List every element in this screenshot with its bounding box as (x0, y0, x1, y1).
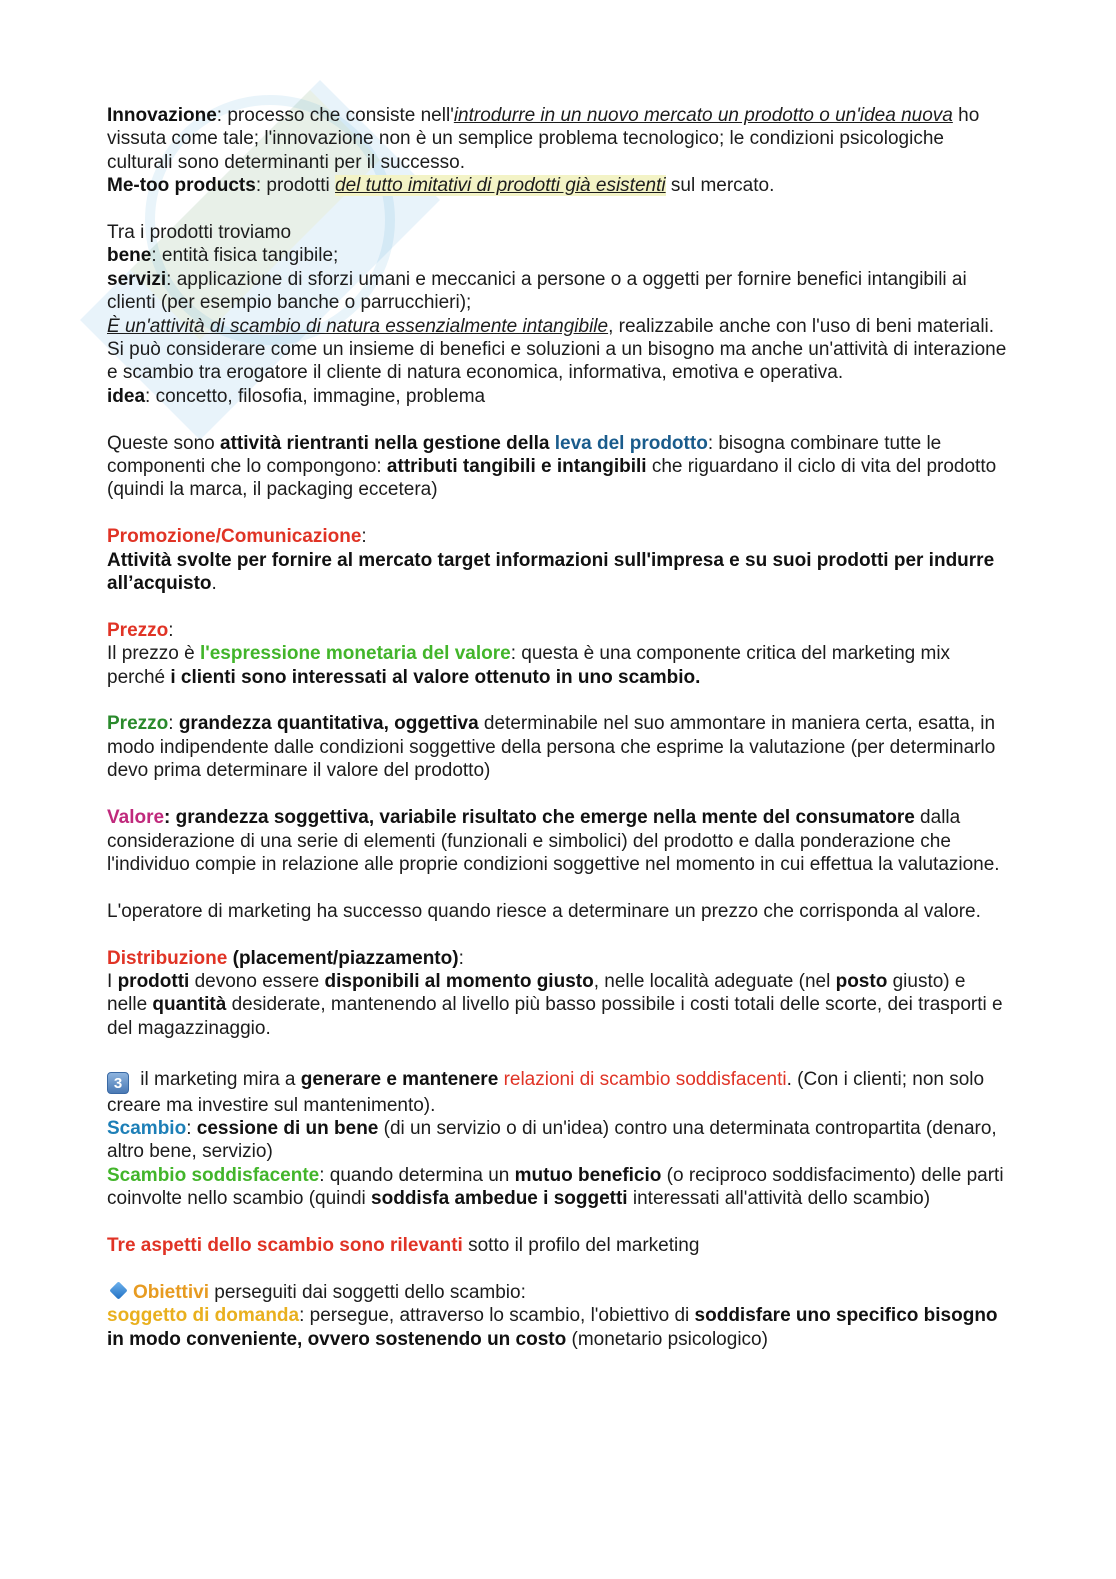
paragraph-prezzo-definition (107, 712, 1007, 782)
text: (di un servizio o di un'idea) contro una determinata contropartita (denaro, altro bene, servizio) (107, 1117, 997, 1163)
bold-text: generare e mantenere (300, 1068, 499, 1090)
paragraph-metoo (107, 174, 1007, 197)
section-title: Distribuzione (107, 947, 228, 969)
paragraph-promozione (107, 549, 1007, 596)
term-valore: Valore (107, 807, 165, 829)
text: dalla considerazione di una serie di elementi (funzionali e simbolici) del prodotto e dalla ponderazione che l'individuo compie in relazione alle proprie condizioni soggettive nel momento in cui effettua la valutazione. (107, 807, 1000, 875)
term-bene: bene (107, 245, 152, 267)
paragraph-innovazione (107, 104, 1007, 174)
heading-obiettivi (107, 1281, 1007, 1304)
bold-text: soddisfa ambedue i soggetti (371, 1188, 628, 1210)
term-prezzo: Prezzo (107, 713, 169, 735)
paragraph-valore (107, 806, 1007, 876)
item-bene (107, 244, 1007, 267)
paragraph-distribuzione (107, 970, 1007, 1040)
underlined-definition: introdurre in un nuovo mercato un prodotto o un'idea nuova (453, 105, 953, 126)
text: : (458, 947, 464, 969)
text: . (Con i clienti; non solo creare ma investire sul mantenimento). (107, 1068, 985, 1116)
text: interessati all'attività dello scambio) (627, 1188, 931, 1210)
term-soggetto-domanda: soggetto di domanda (107, 1305, 300, 1327)
section-title: Obiettivi (133, 1281, 210, 1303)
text: il marketing mira a (135, 1068, 301, 1090)
text: desiderate, mantenendo al livello più basso possibile i costi totali delle scorte, dei trasporti e del magazzinaggio. (107, 994, 1003, 1039)
paragraph-relazioni (107, 1068, 1007, 1117)
text: : processo che consiste nell' (216, 105, 454, 126)
section-title: Prezzo (107, 619, 169, 641)
servizi-definition (107, 315, 1007, 385)
paragraph-tre-aspetti (107, 1234, 1007, 1257)
term-idea: idea (107, 385, 146, 407)
bold-text: : grandezza soggettiva, variabile risultato che emerge nella mente del consumatore (164, 807, 915, 829)
heading-prezzo (107, 619, 1007, 642)
paragraph-soggetto-domanda (107, 1304, 1007, 1351)
text: Il prezzo è (107, 643, 200, 665)
bold-text: disponibili al momento giusto (324, 970, 594, 992)
bold-text: posto (835, 970, 888, 992)
term-servizi: servizi (107, 268, 167, 290)
text: : quando determina un (319, 1164, 515, 1186)
bold-text: mutuo beneficio (514, 1164, 662, 1186)
bold-text: grandezza quantitativa, oggettiva (178, 713, 479, 735)
highlight-leva: leva del prodotto (554, 432, 708, 454)
keycap-3-icon: 3 (107, 1072, 129, 1094)
text: : (361, 526, 367, 548)
text: , realizzabile anche con l'uso di beni materiali. Si può considerare come un insieme di benefici e soluzioni a un bisogno ma anche un'attività di interazione e scambio tra erogatore il cliente di natura economica, informativa, emotiva e operativa. (107, 315, 1007, 384)
bold-text: quantità (152, 994, 227, 1016)
prodotti-intro: Tra i prodotti troviamo (107, 222, 292, 244)
blue-diamond-icon (109, 1281, 127, 1299)
bold-text: attributi tangibili e intangibili (386, 456, 647, 478)
text: : entità fisica tangibile; (151, 245, 339, 267)
text: perseguiti dai soggetti dello scambio: (209, 1281, 526, 1303)
paragraph-scambio (107, 1117, 1007, 1164)
text: . (211, 573, 217, 595)
text: devono essere (189, 970, 325, 992)
document-body (107, 104, 1007, 1351)
bold-text: cessione di un bene (196, 1117, 379, 1139)
term-metoo: Me-too products (107, 175, 256, 197)
text: : concetto, filosofia, immagine, problema (145, 385, 486, 407)
text: sotto il profilo del marketing (462, 1234, 700, 1256)
text: giusto) e nelle (107, 970, 966, 1016)
text: (monetario psicologico) (566, 1328, 768, 1350)
item-servizi (107, 268, 1007, 315)
text: determinabile nel suo ammontare in maniera certa, esatta, in modo indipendente dalle condizioni soggettive della persona che esprime la valutazione (per determinarlo devo prima determinare il valore del prodotto) (107, 713, 996, 782)
text: ho vissuta come tale; l'innovazione non è un semplice problema tecnologico; le condizioni psicologiche culturali sono determinanti per il successo. (107, 105, 980, 173)
highlight-red: relazioni di scambio soddisfacenti (503, 1068, 787, 1090)
bold-text: soddisfare uno specifico bisogno in modo conveniente, ovvero sostenendo un costo (107, 1305, 998, 1350)
paragraph-scambio-soddisfacente (107, 1164, 1007, 1211)
bold-text: i clienti sono interessati al valore ottenuto in uno scambio. (170, 666, 701, 688)
text: che riguardano il ciclo di vita del prodotto (quindi la marca, il packaging eccetera) (107, 456, 997, 501)
bold-text: (placement/piazzamento) (227, 947, 459, 969)
bold-text: prodotti (117, 970, 190, 992)
bold-text: Attività svolte per fornire al mercato target informazioni sull'impresa e su suoi prodotti per indurre all’acquisto (107, 549, 995, 595)
text: : (186, 1117, 197, 1139)
paragraph-prezzo (107, 642, 1007, 689)
item-idea (107, 385, 1007, 408)
text: : bisogna combinare tutte le componenti che lo compongono: (107, 432, 942, 478)
heading-promozione (107, 525, 1007, 548)
text: : (168, 619, 174, 641)
text: , nelle località adeguate (nel (593, 970, 836, 992)
term-scambio-soddisfacente: Scambio soddisfacente (107, 1164, 320, 1186)
text: : applicazione di sforzi umani e meccanici a persone o a oggetti per fornire benefici intangibili ai clienti (per esempio banche o parrucchieri); (107, 268, 967, 314)
text: : prodotti (255, 175, 336, 197)
text: sul mercato. (665, 175, 775, 197)
paragraph-operatore: L'operatore di marketing ha successo quando riesce a determinare un prezzo che corrisponda al valore. (107, 900, 981, 922)
text: I (107, 970, 118, 992)
text: (o reciproco soddisfacimento) delle parti coinvolte nello scambio (quindi (107, 1164, 1004, 1210)
heading-distribuzione (107, 947, 1007, 970)
text: : (168, 713, 179, 735)
term-innovazione: Innovazione (107, 105, 217, 126)
text: Queste sono (107, 432, 221, 454)
text: : questa è una componente critica del marketing mix perché (107, 643, 951, 688)
text: : persegue, attraverso lo scambio, l'obiettivo di (299, 1305, 695, 1327)
underlined-definition: È un'attività di scambio di natura essenzialmente intangibile (107, 315, 609, 337)
underlined-definition: del tutto imitativi di prodotti già esistenti (335, 175, 666, 197)
paragraph-leva (107, 432, 1007, 502)
section-title: Promozione/Comunicazione (107, 526, 362, 548)
highlight-red: Tre aspetti dello scambio sono rilevanti (107, 1234, 463, 1256)
bold-text: attività rientranti nella gestione della (220, 432, 550, 454)
term-scambio: Scambio (107, 1117, 187, 1139)
highlight-green: l'espressione monetaria del valore (199, 643, 511, 665)
